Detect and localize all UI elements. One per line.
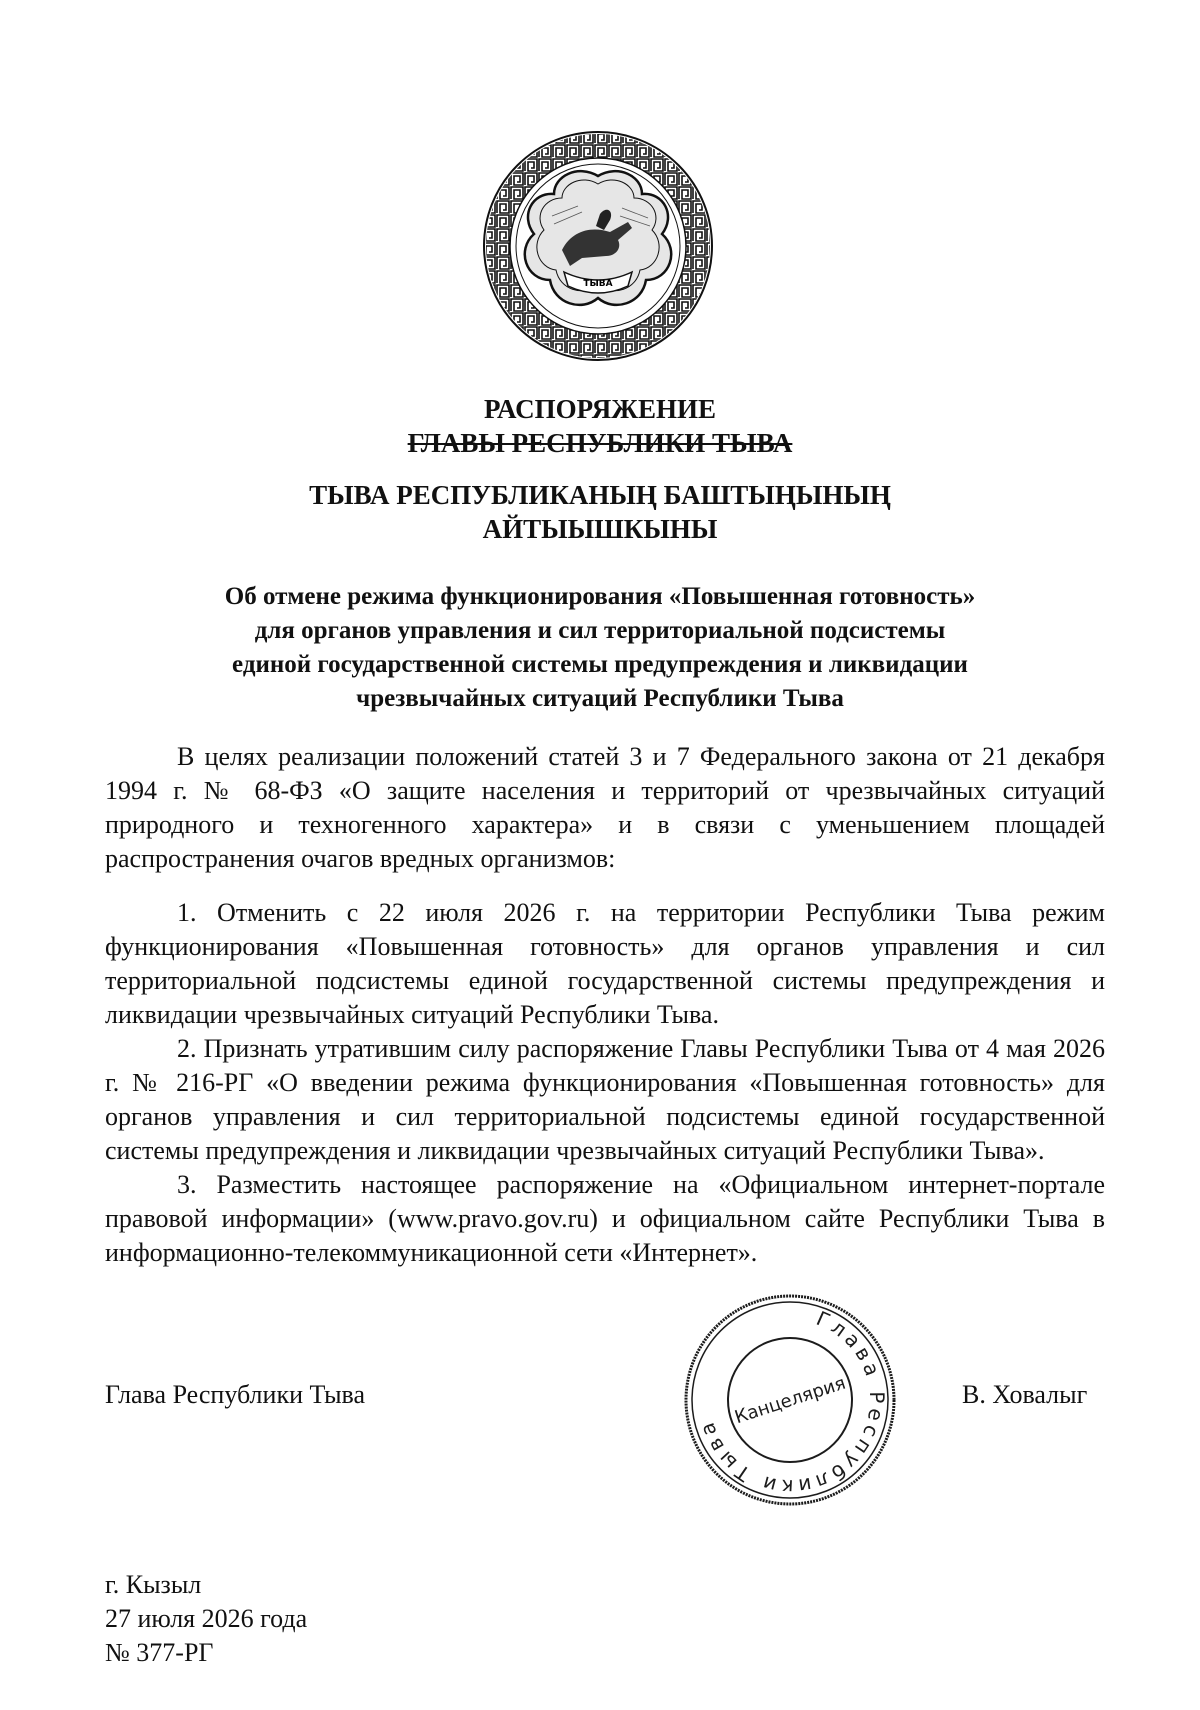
tuvan-header	[0, 478, 1200, 546]
document-issuer: ГЛАВЫ РЕСПУБЛИКИ ТЫВА	[407, 428, 793, 458]
document-number: № 377-РГ	[105, 1638, 214, 1667]
title-line: для органов управления и сил территориальной подсистемы	[254, 617, 946, 644]
document-title	[0, 580, 1200, 716]
document-header	[0, 392, 1200, 460]
tuva-emblem-icon	[482, 130, 714, 362]
title-line: чрезвычайных ситуаций Республики Тыва	[356, 685, 844, 712]
document-city: г. Кызыл	[105, 1570, 202, 1599]
document-footer	[105, 1568, 307, 1670]
title-line: Об отмене режима функционирования «Повышенная готовность»	[224, 583, 976, 610]
emblem-label: ТЫВА	[583, 279, 613, 289]
stamp-center-text: Канцелярия	[732, 1372, 849, 1429]
order-items	[105, 896, 1105, 1270]
preamble	[105, 740, 1105, 876]
document-type: РАСПОРЯЖЕНИЕ	[483, 394, 717, 424]
order-item: 3. Разместить настоящее распоряжение на «Официальном интернет-портале правовой информации» (www.pravo.gov.ru) и официальном сайте Республики Тыва в информационно-телекоммуникационной сети «Интернет».	[105, 1170, 1105, 1267]
title-line: единой государственной системы предупреждения и ликвидации	[232, 651, 968, 678]
tuvan-title-line: ТЫВА РЕСПУБЛИКАНЫҢ БАШТЫҢЫНЫҢ	[309, 480, 891, 510]
preamble-paragraph: В целях реализации положений статей 3 и 7 Федерального закона от 21 декабря 1994 г. № 68-ФЗ «О защите населения и территорий от чрезвычайных ситуаций природного и техногенного характера» и в связи с уменьшением площадей распространения очагов вредных организмов:	[105, 742, 1105, 873]
tuvan-title-line: АЙТЫЫШКЫНЫ	[482, 514, 718, 544]
order-item: 1. Отменить с 22 июля 2026 г. на территории Республики Тыва режим функционирования «Повышенная готовность» для органов управления и сил территориальной подсистемы единой государственной системы предупреждения и ликвидации чрезвычайных ситуаций Республики Тыва.	[105, 898, 1105, 1029]
document-date: 27 июля 2026 года	[105, 1604, 308, 1633]
official-stamp-icon	[680, 1290, 900, 1510]
order-item: 2. Признать утратившим силу распоряжение Главы Республики Тыва от 4 мая 2026 г. № 216-РГ «О введении режима функционирования «Повышенная готовность» для органов управления и сил территориальной подсистемы единой государственной системы предупреждения и ликвидации чрезвычайных ситуаций Республики Тыва».	[105, 1034, 1105, 1165]
signatory-position: Глава Республики Тыва	[105, 1380, 366, 1409]
stamp-ring-text: Глава Республики Тыва	[693, 1306, 890, 1500]
signatory-name: В. Ховалыг	[962, 1380, 1088, 1409]
